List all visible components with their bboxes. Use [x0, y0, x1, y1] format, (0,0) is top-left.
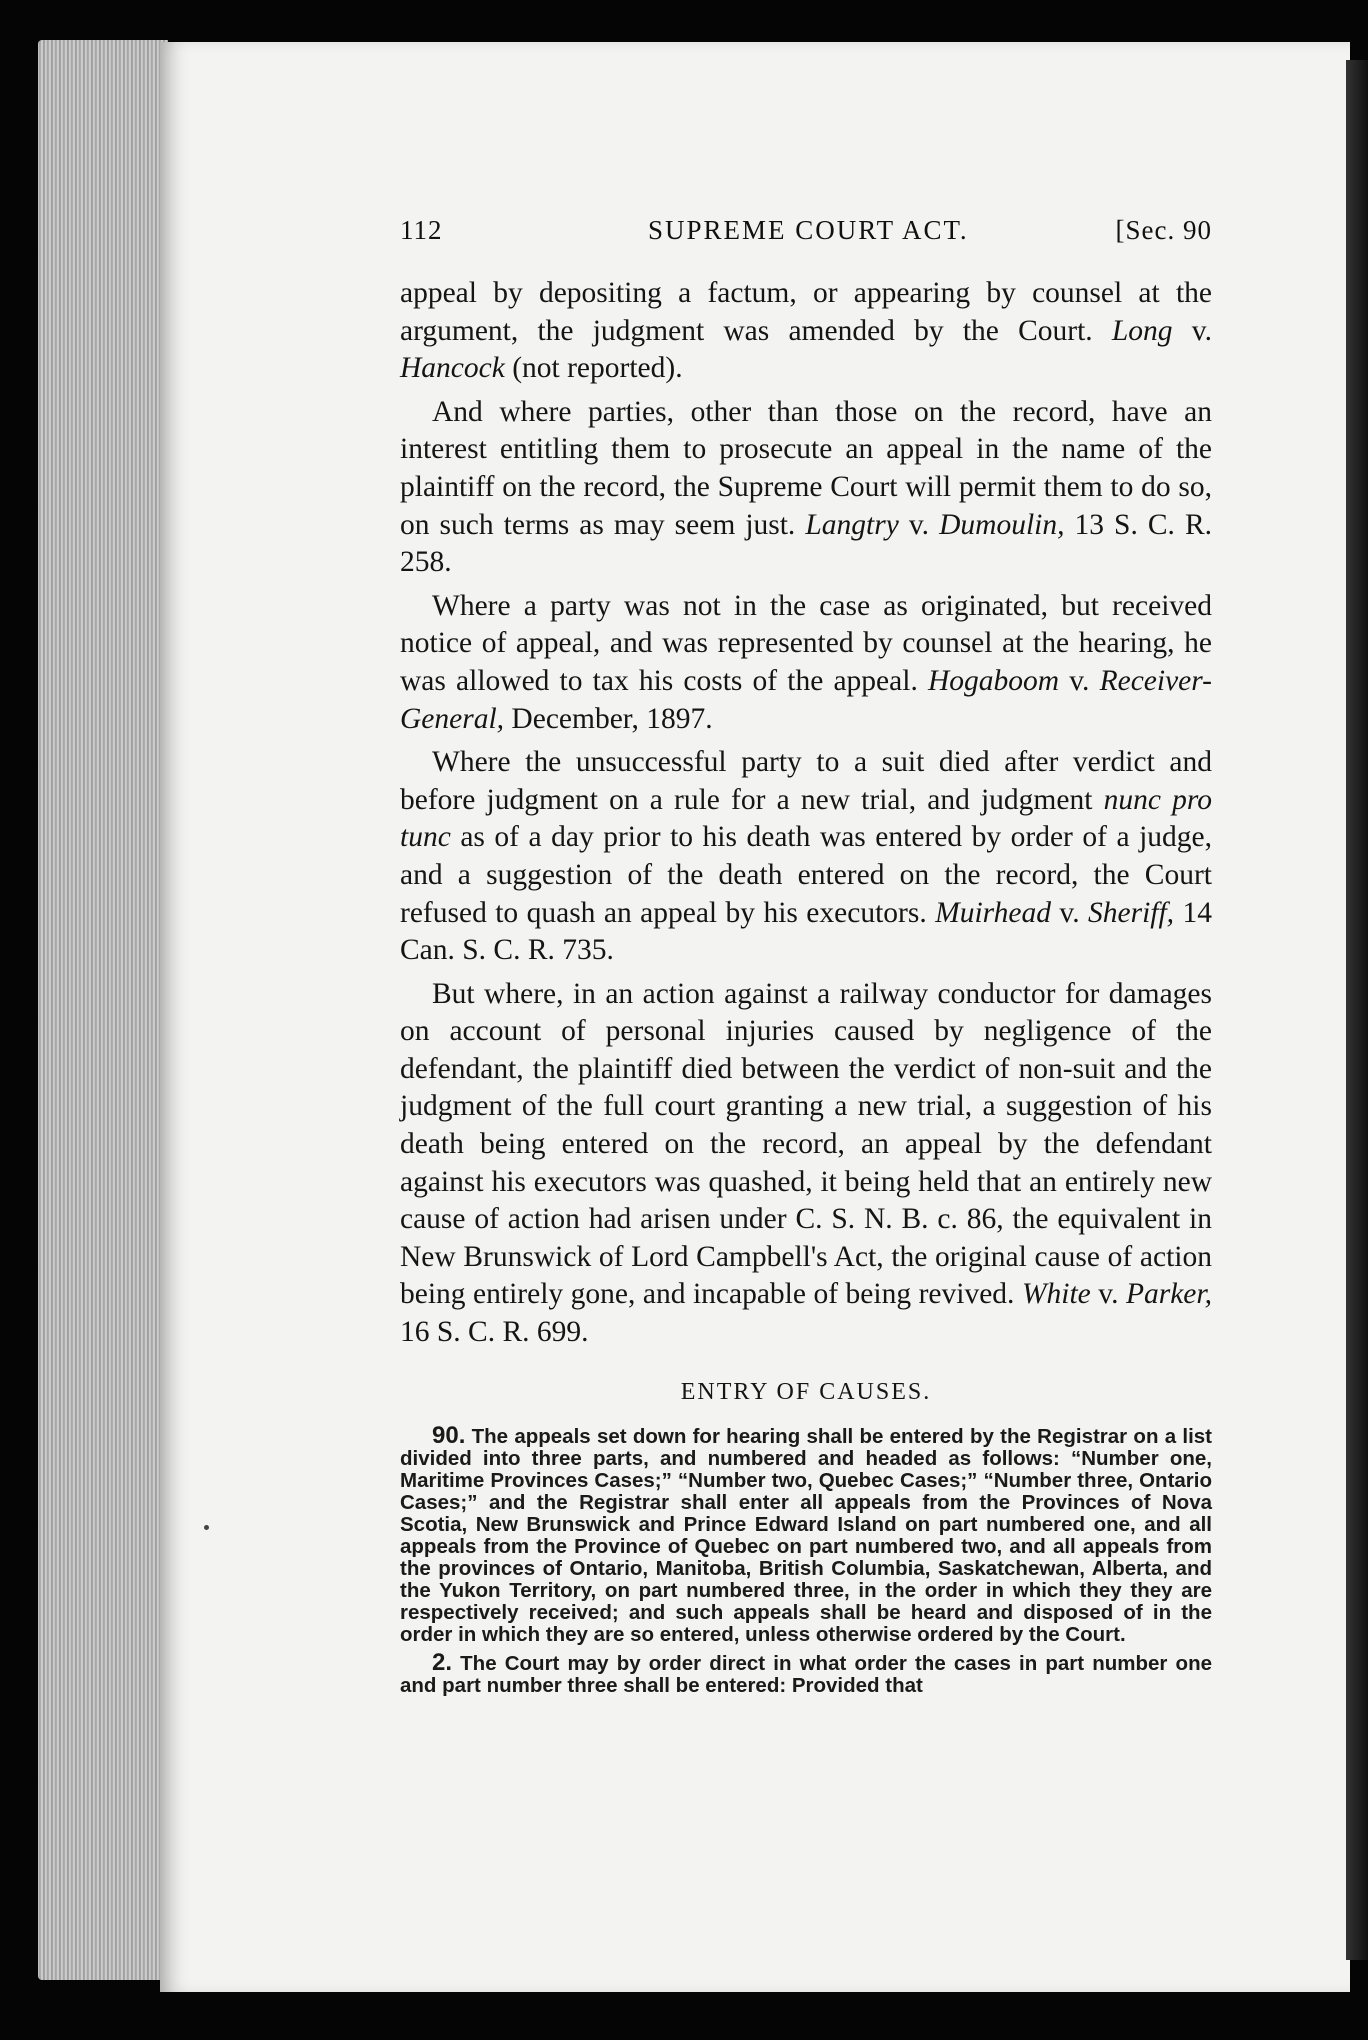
case-name: Long	[1111, 314, 1173, 347]
statute-text: The appeals set down for hearing shall be entered by the Registrar on a list divided into three parts, and numbered and headed as follows: “Number one, Maritime Provinces Cases;” “Number two, Quebec Cases;” “Number three, Ontario Cases;” and the Registrar shall enter all appeals from the Provinces of Nova Scotia, New Brunswick and Prince Edward Island on part numbered one, and all appeals from the Province of Quebec on part numbered two, and all appeals from the provinces of Ontario, Manitoba, British Columbia, Saskatchewan, Alberta, and the Yukon Territory, on part numbered three, in the order in which they they are respectively received; and such appeals shall be heard and disposed of in the order in which they are so entered, unless otherwise ordered by the Court.	[400, 1425, 1212, 1647]
page-number: 112	[400, 215, 443, 245]
text: And where parties, other than those on the record, have an interest entitling them to prosecute an appeal in the name of the plaintiff on the record, the Supreme Court will permit them to do so, on such terms as may seem just.	[400, 395, 1212, 541]
case-name: White	[1021, 1278, 1091, 1311]
text: 16 S. C. R. 699.	[400, 1316, 589, 1349]
paragraph	[400, 744, 1212, 970]
case-name: Hogaboom	[927, 664, 1060, 697]
text: appeal by depositing a factum, or appearing by counsel at the argument, the judgment was amended by the Court.	[400, 277, 1212, 347]
text: v.	[1059, 664, 1100, 697]
text: Where a party was not in the case as originated, but received notice of appeal, and was represented by counsel at the hearing, he was allowed to tax his costs of the appeal.	[400, 589, 1212, 697]
case-name: Dumoulin,	[939, 508, 1065, 541]
text: v.	[1090, 1278, 1126, 1311]
subsection-number: 2.	[432, 1649, 453, 1677]
text: as of a day prior to his death was entered by order of a judge, and a suggestion of the death entered on the record, the Court refused to quash an appeal by his executors.	[400, 821, 1212, 929]
statute-section-90	[400, 1422, 1212, 1647]
text: v.	[898, 508, 940, 541]
body-text	[400, 275, 1212, 1703]
running-header	[400, 215, 1212, 255]
paragraph	[400, 976, 1212, 1352]
case-name: Langtry	[805, 508, 899, 541]
case-name: Parker,	[1125, 1278, 1212, 1311]
text: Where the unsuccessful party to a suit died after verdict and before judgment on a rule for a new trial, and judgment	[400, 746, 1212, 816]
text: v.	[1050, 896, 1089, 929]
section-heading: ENTRY OF CAUSES.	[680, 1378, 932, 1405]
case-name: Receiver-General,	[400, 664, 1212, 735]
case-name: Muirhead	[935, 896, 1051, 929]
text: v.	[1172, 314, 1212, 347]
statute-text: The Court may by order direct in what order the cases in part number one and part number three shall be entered: Provided that	[400, 1652, 1212, 1698]
case-name: Sheriff,	[1088, 896, 1175, 929]
running-title: SUPREME COURT ACT.	[648, 215, 969, 245]
text: But where, in an action against a railway conductor for damages on account of personal injuries caused by negligence of the defendant, the plaintiff died between the verdict of non-suit and the judgment of the full court granting a new trial, a suggestion of his death being entered on the record, an appeal by the defendant against his executors was quashed, it being held that an entirely new cause of action had arisen under C. S. N. B. c. 86, the equivalent in New Brunswick of Lord Campbell's Act, the original cause of action being entirely gone, and incapable of being revived.	[400, 977, 1212, 1311]
text: (not reported).	[504, 352, 683, 385]
paragraph	[400, 394, 1212, 582]
margin-speck	[204, 1525, 209, 1530]
paragraph	[400, 275, 1212, 388]
paragraph	[400, 588, 1212, 738]
statute-subsection-2	[400, 1649, 1212, 1698]
text: 14 Can. S. C. R. 735.	[400, 896, 1212, 967]
book-page-edges	[38, 40, 168, 1980]
text: 13 S. C. R. 258.	[400, 508, 1213, 579]
book-right-edge	[1346, 60, 1368, 1960]
section-number: 90.	[432, 1422, 466, 1450]
case-name: Hancock	[400, 352, 505, 385]
text: December, 1897.	[504, 702, 713, 735]
latin-phrase: nunc pro tunc	[400, 783, 1212, 854]
section-reference: [Sec. 90	[1115, 215, 1212, 245]
